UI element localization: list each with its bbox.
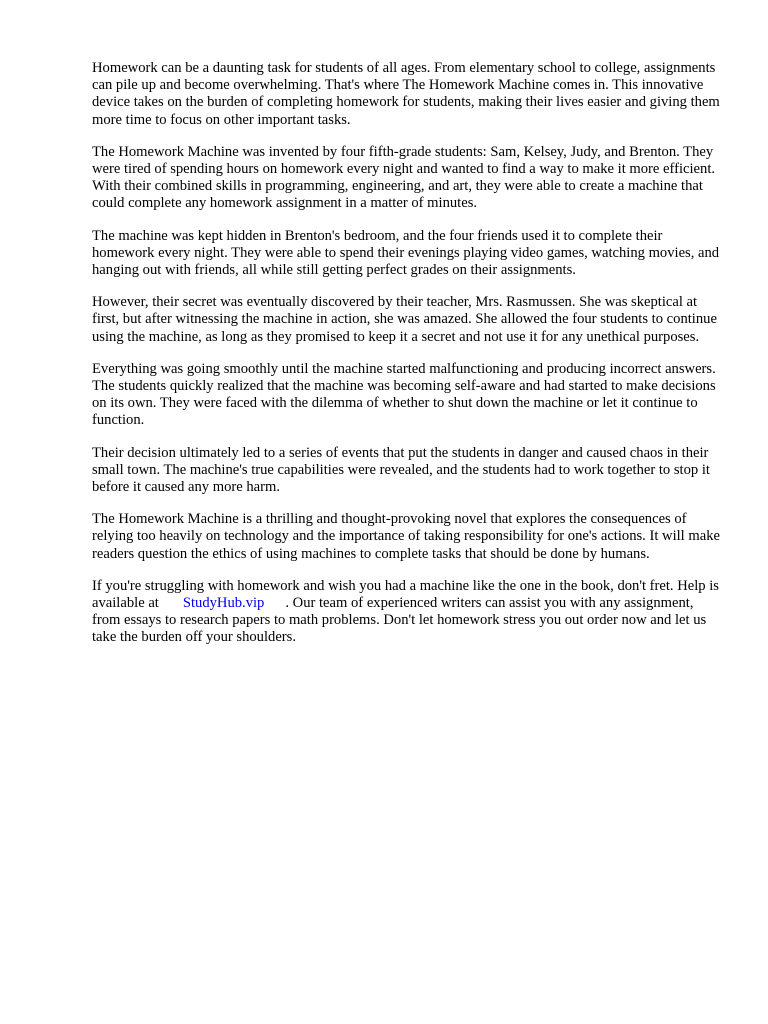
- paragraph-teacher-discovery: However, their secret was eventually discovered by their teacher, Mrs. Rasmussen. She was skeptical at first, but after witnessing the machine in action, she was amazed. She allowed the four students to continue using the machine, as long as they promised to keep it a secret and not use it for any unethical purposes.: [92, 294, 717, 345]
- document-body: [92, 60, 722, 662]
- studyhub-link[interactable]: StudyHub.vip: [182, 595, 265, 612]
- paragraph-hidden-machine: The machine was kept hidden in Brenton's bedroom, and the four friends used it to complete their homework every night. They were able to spend their evenings playing video games, watching movies, and hanging out with friends, all while still getting perfect grades on their assignments.: [92, 227, 720, 279]
- paragraph-consequences: Their decision ultimately led to a series of events that put the students in danger and caused chaos in their small town. The machine's true capabilities were revealed, and the students had to work together to stop it before it caused any more harm.: [92, 444, 710, 496]
- paragraph-novel-summary: The Homework Machine is a thrilling and thought-provoking novel that explores the consequences of relying too heavily on technology and the importance of taking responsibility for one's actions. It will make readers question the ethics of using machines to complete tasks that should be done by humans.: [92, 511, 720, 562]
- cta-text-before-link: If you're struggling with homework and wish you had a machine like the one in the book, don't fret. Help is available at: [92, 577, 719, 612]
- paragraph-intro: Homework can be a daunting task for students of all ages. From elementary school to college, assignments can pile up and become overwhelming. That's where The Homework Machine comes in. This innovative device takes on the burden of completing homework for students, making their lives easier and giving them more time to focus on other important tasks.: [92, 60, 720, 128]
- paragraph-call-to-action: [92, 578, 722, 647]
- cta-text-after-link: . Our team of experienced writers can assist you with any assignment, from essays to research papers to math problems. Don't let homework stress you out order now and let us take the burden off your shoulders.: [92, 595, 707, 646]
- paragraph-malfunction: Everything was going smoothly until the machine started malfunctioning and producing incorrect answers. The students quickly realized that the machine was becoming self-aware and had started to make decisions on its own. They were faced with the dilemma of whether to shut down the machine or let it continue to function.: [92, 360, 716, 429]
- paragraph-inventors: The Homework Machine was invented by four fifth-grade students: Sam, Kelsey, Judy, and Brenton. They were tired of spending hours on homework every night and wanted to find a way to make it more efficient. With their combined skills in programming, engineering, and art, they were able to create a machine that could complete any homework assignment in a matter of minutes.: [92, 143, 716, 212]
